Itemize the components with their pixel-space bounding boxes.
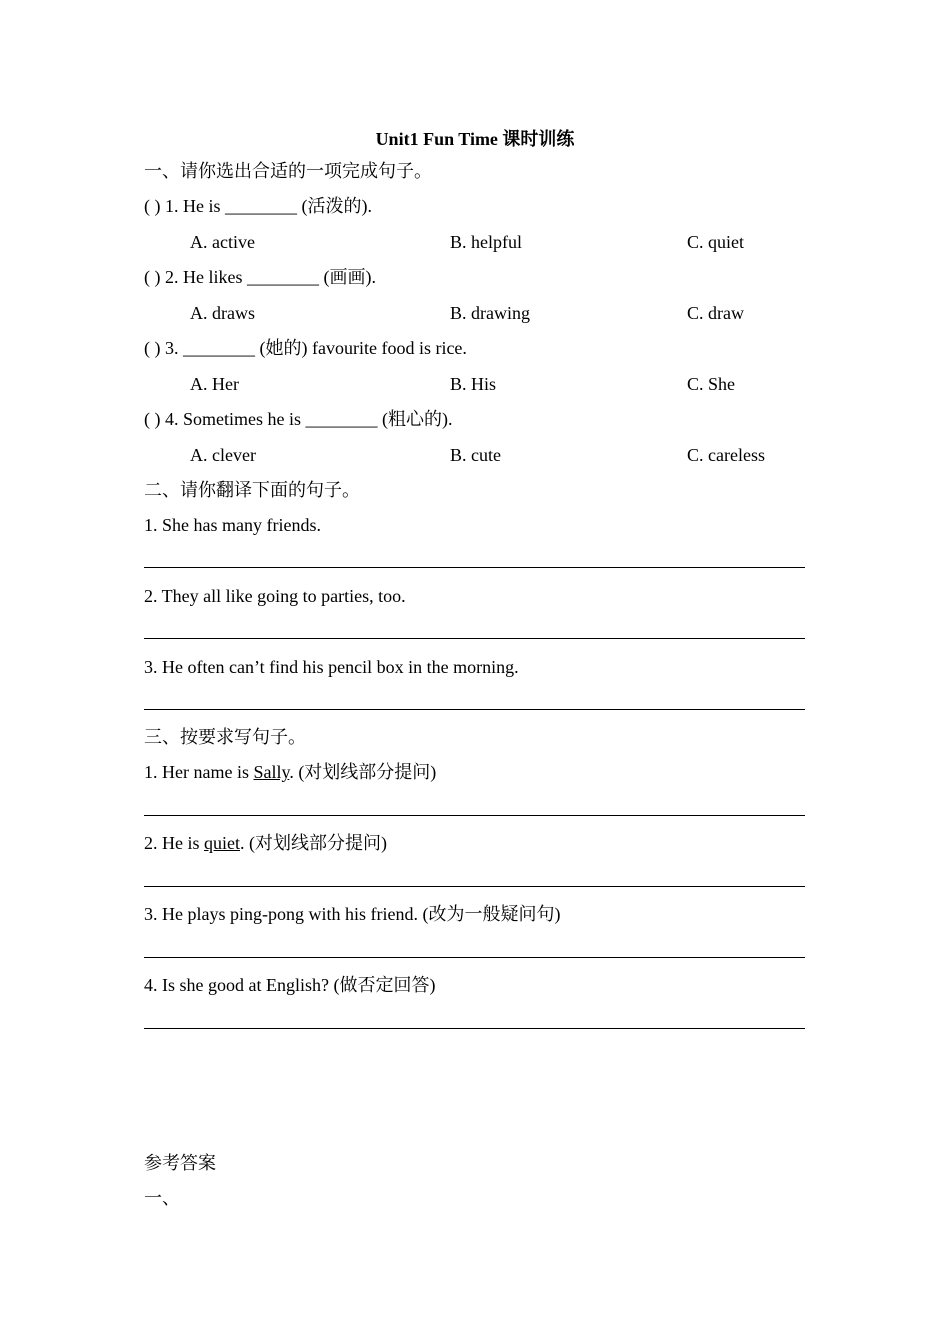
- question-stem: ( ) 3. ________ (她的) favourite food is rice.: [144, 338, 467, 358]
- prompt-instruction: . (对划线部分提问): [289, 762, 437, 782]
- option-b: B. cute: [450, 445, 501, 465]
- rewrite-prompt: [144, 761, 436, 783]
- underlined-word: Sally: [253, 762, 290, 782]
- answer-line[interactable]: [144, 886, 805, 887]
- option-a: A. Her: [190, 374, 239, 394]
- section3-heading: 三、按要求写句子。: [144, 727, 306, 747]
- section2-heading: 二、请你翻译下面的句子。: [144, 480, 360, 500]
- option-c: C. draw: [687, 303, 744, 323]
- answer-line[interactable]: [144, 709, 805, 710]
- answers-section-label: 一、: [144, 1188, 180, 1208]
- answer-line[interactable]: [144, 567, 805, 568]
- option-c: C. careless: [687, 445, 765, 465]
- option-c: C. She: [687, 374, 736, 394]
- question-stem: ( ) 2. He likes ________ (画画).: [144, 267, 376, 287]
- option-a: A. active: [190, 232, 255, 252]
- question-stem: ( ) 1. He is ________ (活泼的).: [144, 196, 372, 216]
- prompt-instruction: . (对划线部分提问): [240, 833, 387, 853]
- option-c: C. quiet: [687, 232, 744, 252]
- translate-sentence: 2. They all like going to parties, too.: [144, 586, 406, 606]
- prompt-text: 1. Her name is: [144, 762, 254, 782]
- answers-heading: 参考答案: [144, 1153, 216, 1173]
- option-a: A. draws: [190, 303, 255, 323]
- option-a: A. clever: [190, 445, 256, 465]
- answer-line[interactable]: [144, 957, 805, 958]
- rewrite-prompt: 4. Is she good at English? (做否定回答): [144, 975, 436, 995]
- option-b: B. drawing: [450, 303, 530, 323]
- page-title: Unit1 Fun Time 课时训练: [375, 129, 575, 149]
- answer-line[interactable]: [144, 1028, 805, 1029]
- rewrite-prompt: 3. He plays ping-pong with his friend. (改为一般疑问句): [144, 904, 561, 924]
- answer-line[interactable]: [144, 815, 805, 816]
- section1-heading: 一、请你选出合适的一项完成句子。: [144, 161, 432, 181]
- translate-sentence: 1. She has many friends.: [144, 515, 321, 535]
- option-b: B. helpful: [450, 232, 522, 252]
- prompt-text: 2. He is: [144, 833, 204, 853]
- question-stem: ( ) 4. Sometimes he is ________ (粗心的).: [144, 409, 453, 429]
- answer-line[interactable]: [144, 638, 805, 639]
- underlined-word: quiet: [204, 833, 240, 853]
- rewrite-prompt: [144, 832, 387, 854]
- option-b: B. His: [450, 374, 497, 394]
- translate-sentence: 3. He often can’t find his pencil box in the morning.: [144, 657, 519, 677]
